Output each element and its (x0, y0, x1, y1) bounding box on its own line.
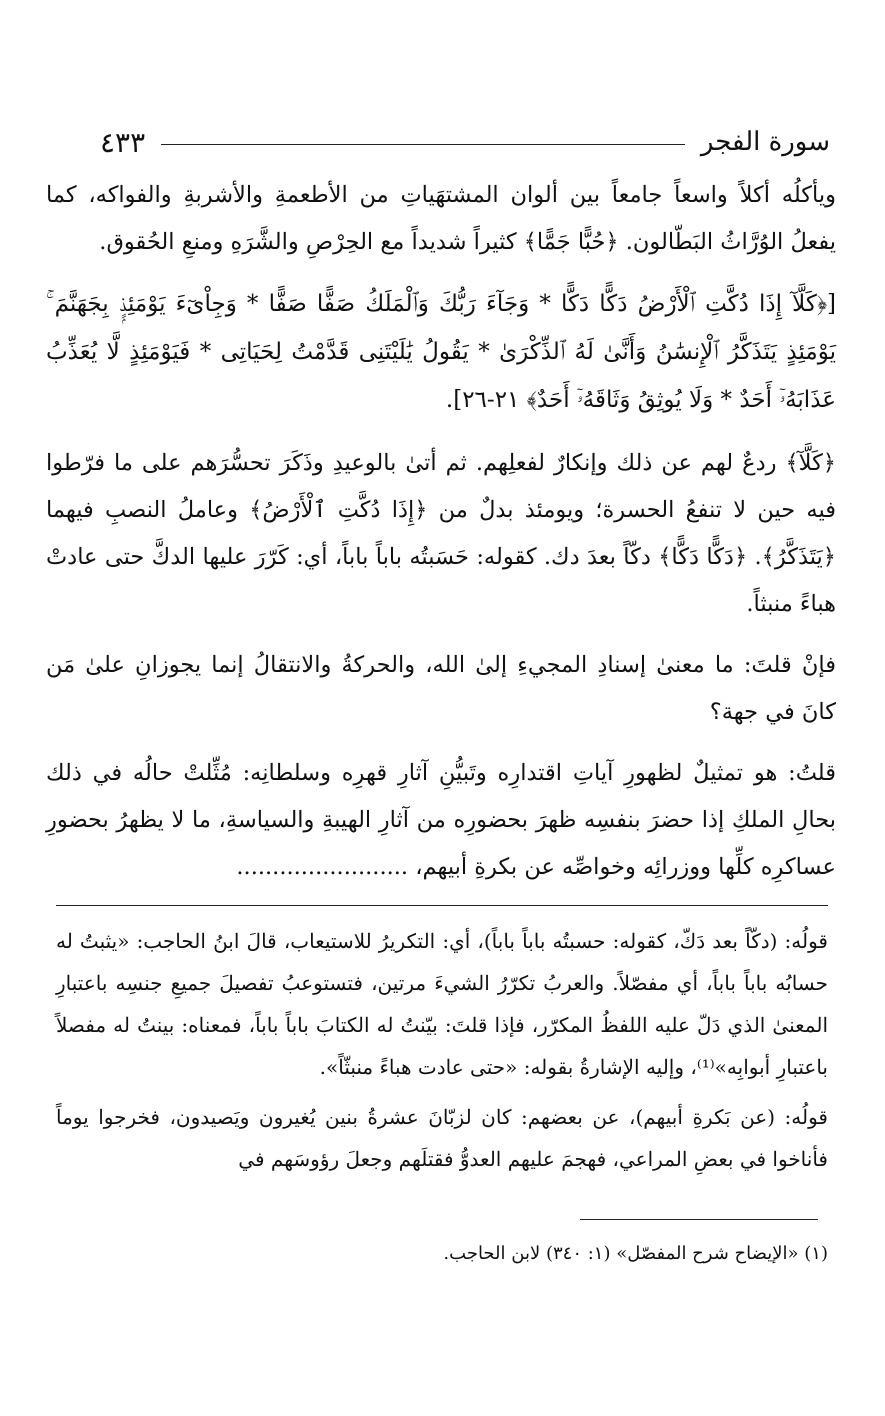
main-text (46, 172, 836, 905)
paragraph-3: فإنْ قلتَ: ما معنىٰ إسنادِ المجيءِ إلىٰ الله، والحركةُ والانتقالُ إنما يجوزانِ علىٰ مَن كانَ في جهة؟ (46, 652, 836, 725)
commentary-separator (56, 905, 828, 906)
paragraph-2: ﴿كَلَّآ﴾ ردعٌ لهم عن ذلك وإنكارٌ لفعلِهم. ثم أتىٰ بالوعيدِ وذَكَرَ تحسُّرَهم على ما فرّطوا فيه حين لا تنفعُ الحسرة؛ ويومئذ بدلٌ من ﴿إِذَا دُكَّتِ ٱلْأَرْضُ﴾ وعاملُ النصبِ فيهما ﴿يَتَذَكَّرُ﴾. ﴿دَكًّا دَكًّا﴾ دكّاً بعدَ دك. كقوله: حَسَبتُه باباً باباً، أي: كَرّرَ عليها الدكَّ حتى عادتْ هباءً منبثاً. (46, 450, 836, 617)
page-number: ٤٣٣ (100, 125, 146, 159)
header-rule (161, 144, 685, 145)
paragraph-4: قلتُ: هو تمثيلٌ لظهورِ آياتِ اقتدارِه وتَبيُّنِ آثارِ قهرِه وسلطانِه: مُثِّلتْ حالُه في ذلك بحالِ الملكِ إذا حضرَ بنفسِه ظهرَ بحضورِه من آثارِ الهيبةِ والسياسةِ، ما لا يظهرُ بحضورِ عساكرِه كلِّها ووزرائِه وخواصِّه عن بكرةِ أبيهم، ........................ (46, 760, 836, 880)
commentary-notes (56, 920, 828, 1188)
surah-title: سورة الفجر (700, 127, 830, 157)
note-2: قولُه: (عن بَكرةِ أبيهم)، عن بعضهم: كان لزبّانَ عشرةُ بنين يُغيرون ويَصيدون، فخرجوا يوماً فأناخوا في بعضِ المراعي، فهجمَ عليهم العدوُّ فقتلَهم وجعلَ رؤوسَهم في (56, 1105, 828, 1171)
quran-verses: [﴿كَلَّآ إِذَا دُكَّتِ ٱلْأَرْضُ دَكًّا دَكًّا * وَجَآءَ رَبُّكَ وَٱلْمَلَكُ صَفًّا صَفًّا * وَجِاْىٓءَ يَوْمَئِذٍۭ بِجَهَنَّمَ ۚ يَوْمَئِذٍ يَتَذَكَّرُ ٱلْإِنسَٰنُ وَأَنَّىٰ لَهُ ٱلذِّكْرَىٰ * يَقُولُ يَٰلَيْتَنِى قَدَّمْتُ لِحَيَاتِى * فَيَوْمَئِذٍ لَّا يُعَذِّبُ عَذَابَهُۥٓ أَحَدٌ * وَلَا يُوثِقُ وَثَاقَهُۥٓ أَحَدٌ﴾ ٢١-٢٦]. (46, 291, 836, 413)
note-1: قولُه: (دكّاً بعد دَكّ، كقوله: حسبتُه باباً باباً)، أي: التكريرُ للاستيعاب، قالَ ابنُ الحاجب: «يثبتُ له حسابُه باباً باباً، أي مفصّلاً. والعربُ تكرّرُ الشيءَ مرتين، فتستوعبُ تفصيلَ جميعِ جنسِه باعتبارِ المعنىٰ الذي دَلّ عليه اللفظُ المكرّر، فإذا قلتَ: بيّنتُ له الكتابَ باباً باباً، فمعناه: بينتُ له مفصلاً باعتبارِ أبوابِه»⁽¹⁾، وإليه الإشارةُ بقوله: «حتى عادت هباءً منبثّاً». (56, 929, 829, 1079)
paragraph-1: ويأكلُه أكلاً واسعاً جامعاً بين ألوان المشتهَياتِ من الأطعمةِ والأشربةِ والفواكه، كما يفعلُ الوُرَّاثُ البَطّالون. ﴿حُبًّا جَمًّا﴾ كثيراً شديداً مع الحِرْصِ والشَّرَهِ ومنعِ الحُقوق. (46, 182, 836, 255)
footnote: (١) «الإيضاح شرح المفصّل» (١: ٣٤٠) لابن الحاجب. (443, 1243, 828, 1264)
page-header (100, 122, 830, 162)
footnote-separator (580, 1219, 818, 1220)
